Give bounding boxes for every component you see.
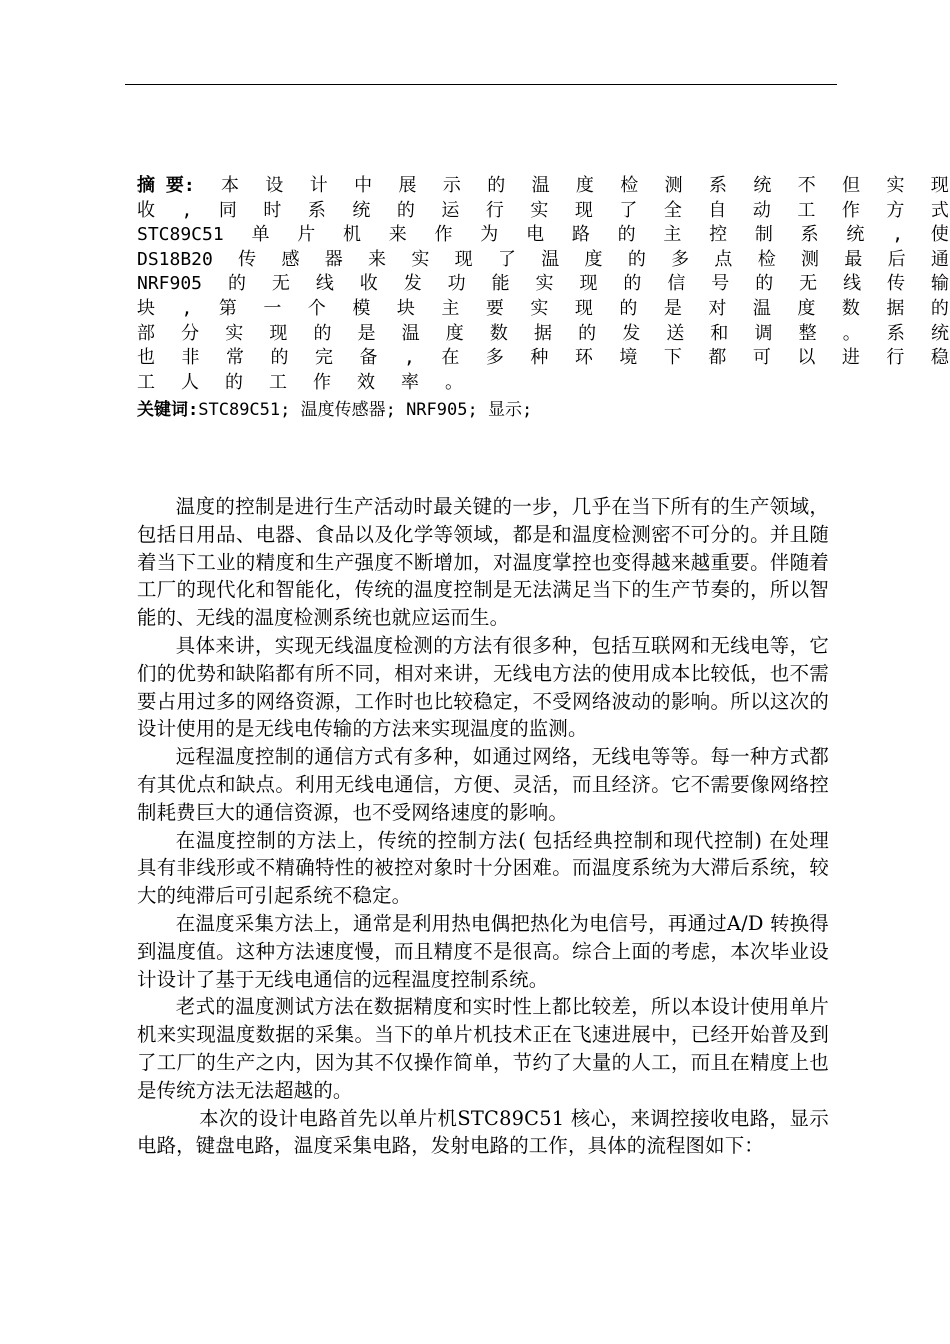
abstract-token: 设 [265,175,284,196]
abstract-token: 系 [709,175,727,196]
abstract-token: 作 [313,371,331,393]
abstract-token: 也 [137,347,155,369]
paragraph: 远程温度控制的通信方式有多种，如通过网络，无线电等等。每一种方式都有其优点和缺点。利用无线电通信，方便、灵活，而且经济。它不需要像网络控制耗费巨大的通信资源，也不受网络速度的影响。 [137,745,829,824]
abstract-token: 度 [584,248,603,270]
abstract-token: 的 [396,199,415,221]
abstract-token: 器 [324,248,343,270]
abstract-token: 系 [307,199,326,221]
abstract-token: DS18B20 [137,248,213,270]
abstract-token: 本 [221,175,240,196]
abstract-token: 要 [485,297,504,319]
abstract-line [137,322,949,347]
abstract-token: 实 [530,199,549,221]
abstract-token: 式 [930,199,949,221]
abstract-token: 率 [401,371,419,393]
abstract-line [137,174,949,199]
abstract-token: 是 [357,322,376,344]
body-text [137,493,829,1160]
abstract-token: 。 [842,322,861,344]
abstract-token: 了 [619,199,638,221]
abstract-token: 中 [354,175,373,196]
abstract-token: 境 [619,347,638,369]
abstract-token: 的 [270,347,289,369]
abstract-token: 系 [886,322,905,344]
abstract-token: 都 [708,347,727,369]
abstract-token: 实 [886,175,905,196]
abstract-token: 作 [841,199,860,221]
abstract-token: 调 [754,322,773,344]
keywords-label: 关键词: [137,400,199,420]
abstract-token: 后 [887,248,906,270]
paragraph: 具体来讲，实现无线温度检测的方法有很多种，包括互联网和无线电等，它们的优势和缺陷都有所不同，相对来讲，无线电方法的使用成本比较低，也不需要占用过多的网络资源，工作时也比较稳定，不受网络波动的影响。所以这次的设计使用的是无线电传输的方法来实现温度的监测。 [137,633,829,741]
abstract-token: 检 [757,248,776,270]
abstract-token: 计 [309,175,328,196]
abstract-token: 自 [708,199,727,221]
abstract-token: 据 [886,297,905,319]
abstract-token: 块 [396,297,415,319]
abstract-token: 测 [801,248,820,270]
abstract-token: 线 [315,273,334,295]
abstract-token: 来 [388,224,407,246]
abstract-token: 的 [227,273,246,295]
abstract-line [137,371,949,396]
abstract-token: 展 [398,175,417,196]
abstract-token: 温 [541,248,560,270]
header-rule [125,84,837,85]
abstract-token: 收 [359,273,378,295]
abstract-token: 实 [535,273,554,295]
abstract-token: 的 [617,224,636,246]
abstract-line [137,223,949,248]
abstract-token: 现 [574,199,593,221]
abstract-token: 的 [619,297,638,319]
abstract-token: 单 [251,224,270,246]
abstract-token: 多 [671,248,690,270]
abstract-token: 系 [800,224,819,246]
abstract-token: 第 [218,297,237,319]
abstract-token: 完 [315,347,333,369]
abstract-token: 片 [297,224,316,246]
abstract-token: 主 [441,297,460,319]
abstract-section [137,174,949,395]
abstract-token: 能 [491,273,510,295]
abstract-token: 工 [137,371,155,393]
abstract-line [137,272,949,297]
abstract-token: 的 [487,175,506,196]
abstract-token: 对 [708,297,727,319]
abstract-token: 不 [797,175,816,196]
abstract-token: 据 [533,322,552,344]
abstract-token: 度 [445,322,464,344]
abstract-token: 运 [441,199,460,221]
abstract-token: 非 [181,347,200,369]
abstract-token: 块 [137,297,155,319]
abstract-token: 同 [218,199,237,221]
abstract-token: 测 [664,175,683,196]
abstract-token: 实 [411,248,430,270]
abstract-token: , [181,199,193,221]
abstract-token: 感 [281,248,300,270]
abstract-token: 现 [579,273,598,295]
paragraph: 在温度控制的方法上，传统的控制方法( 包括经典控制和现代控制) 在处理具有非线形或不精确特性的被控对象时十分困难。而温度系统为大滞后系统，较大的纯滞后可引起系统不稳定。 [137,828,829,908]
abstract-line [137,199,949,224]
paragraph: 老式的温度测试方法在数据精度和实时性上都比较差，所以本设计使用单片机来实现温度数据的采集。当下的单片机技术正在飞速进展中，已经开始普及到了工厂的生产之内，因为其不仅操作简单，节约了大量的人工，而且在精度上也是传统方法无法超越的。 [137,995,829,1102]
abstract-token: 传 [887,273,906,295]
abstract-token: 下 [663,347,682,369]
abstract-token: 统 [352,199,371,221]
paragraph: 本次的设计电路首先以单片机STC89C51 核心，来调控接收电路，显示电路，键盘电路，温度采集电路，发射电路的工作，具体的流程图如下： [137,1106,829,1158]
abstract-token: 的 [930,297,949,319]
abstract-token: 无 [799,273,818,295]
abstract-token: 的 [755,273,774,295]
abstract-token: 电 [526,224,545,246]
paragraph: 在温度采集方法上，通常是利用热电偶把热化为电信号，再通过A/D 转换得到温度值。这种方法速度慢，而且精度不是很高。综合上面的考虑，本次毕业设计设计了基于无线电通信的远程温度控制系统。 [137,911,829,991]
abstract-token: 机 [343,224,361,246]
abstract-token: 最 [844,248,863,270]
keywords-line [137,397,532,423]
abstract-token: 统 [930,322,949,344]
abstract-line [137,248,949,273]
abstract-token: 现 [930,175,949,196]
abstract-token: 使 [930,224,949,246]
abstract-token: 功 [447,273,466,295]
abstract-token: 为 [480,224,499,246]
abstract-token: 信 [667,273,686,295]
abstract-token: 主 [663,224,682,246]
abstract-token: STC89C51 [137,224,224,246]
abstract-token: 实 [530,297,549,319]
abstract-token: 的 [627,248,646,270]
abstract-token: 数 [841,297,860,319]
abstract-label: 摘 要: [137,175,195,196]
abstract-token: 在 [441,347,460,369]
abstract-token: 实 [225,322,244,344]
abstract-token: 号 [711,273,730,295]
abstract-token: 模 [352,297,371,319]
abstract-token: 了 [497,248,516,270]
abstract-token: 是 [663,297,682,319]
abstract-token: 来 [368,248,387,270]
abstract-token: 全 [663,199,682,221]
abstract-token: 温 [401,322,420,344]
abstract-token: 点 [714,248,733,270]
abstract-token: 可 [752,347,771,369]
abstract-token: 和 [710,322,729,344]
abstract-token: 传 [238,248,257,270]
abstract-token: 。 [445,371,463,393]
abstract-token: 温 [531,175,550,196]
abstract-line [137,297,949,322]
abstract-token: 部 [137,322,155,344]
abstract-token: 控 [709,224,728,246]
abstract-token: 线 [843,273,862,295]
abstract-token: , [892,224,904,246]
abstract-token: , [181,297,193,319]
abstract-token: 行 [485,199,504,221]
abstract-token: 常 [226,347,244,369]
abstract-token: 的 [578,322,597,344]
paragraph: 温度的控制是进行生产活动时最关键的一步，几乎在当下所有的生产领域，包括日用品、电器、食品以及化学等领域，都是和温度检测密不可分的。并且随着当下工业的精度和生产强度不断增加，对温度掌控也变得越来越重要。伴随着工厂的现代化和智能化，传统的温度控制是无法满足当下的生产节奏的，所以智能的、无线的温度检测系统也就应运而生。 [137,495,829,630]
abstract-token: 多 [485,347,504,369]
abstract-token: 种 [530,347,549,369]
abstract-token: , [404,347,415,369]
abstract-token: 现 [269,322,288,344]
abstract-token: 示 [442,175,461,196]
abstract-token: 现 [574,297,593,319]
abstract-token: 进 [841,347,860,369]
abstract-token: 数 [489,322,508,344]
keywords-text: STC89C51; 温度传感器; NRF905; 显示; [198,400,533,420]
abstract-token: 的 [313,322,332,344]
abstract-token: 分 [181,322,200,344]
abstract-token: 的 [623,273,642,295]
abstract-token: 统 [846,224,865,246]
abstract-token: 度 [797,297,816,319]
abstract-token: 温 [752,297,771,319]
abstract-token: 工 [797,199,816,221]
abstract-token: 整 [798,322,817,344]
abstract-token: 时 [263,199,282,221]
abstract-token: 但 [842,175,861,196]
abstract-token: 送 [666,322,685,344]
abstract-token: 制 [754,224,773,246]
abstract-token: 动 [752,199,771,221]
abstract-token: 备 [359,347,378,369]
abstract-token: 检 [620,175,639,196]
abstract-token: 无 [271,273,290,295]
abstract-token: 路 [571,224,590,246]
abstract-token: 一 [263,297,282,319]
abstract-token: 输 [930,273,949,295]
abstract-token: 工 [269,371,287,393]
abstract-token: 环 [574,347,593,369]
abstract-token: 效 [357,371,375,393]
abstract-token: 度 [575,175,594,196]
abstract-token: 行 [886,347,905,369]
abstract-token: 人 [181,371,199,393]
abstract-token: 发 [403,273,422,295]
abstract-token: 发 [622,322,641,344]
abstract-token: 现 [454,248,473,270]
abstract-line [137,346,949,371]
abstract-token: 以 [797,347,816,369]
abstract-token: 稳 [930,347,949,369]
abstract-token: 收 [137,199,155,221]
abstract-token: 个 [307,297,326,319]
abstract-token: NRF905 [137,273,203,295]
abstract-token: 通 [930,248,949,270]
abstract-token: 统 [753,175,772,196]
abstract-token: 作 [434,224,453,246]
abstract-token: 的 [225,371,243,393]
abstract-token: 方 [886,199,905,221]
